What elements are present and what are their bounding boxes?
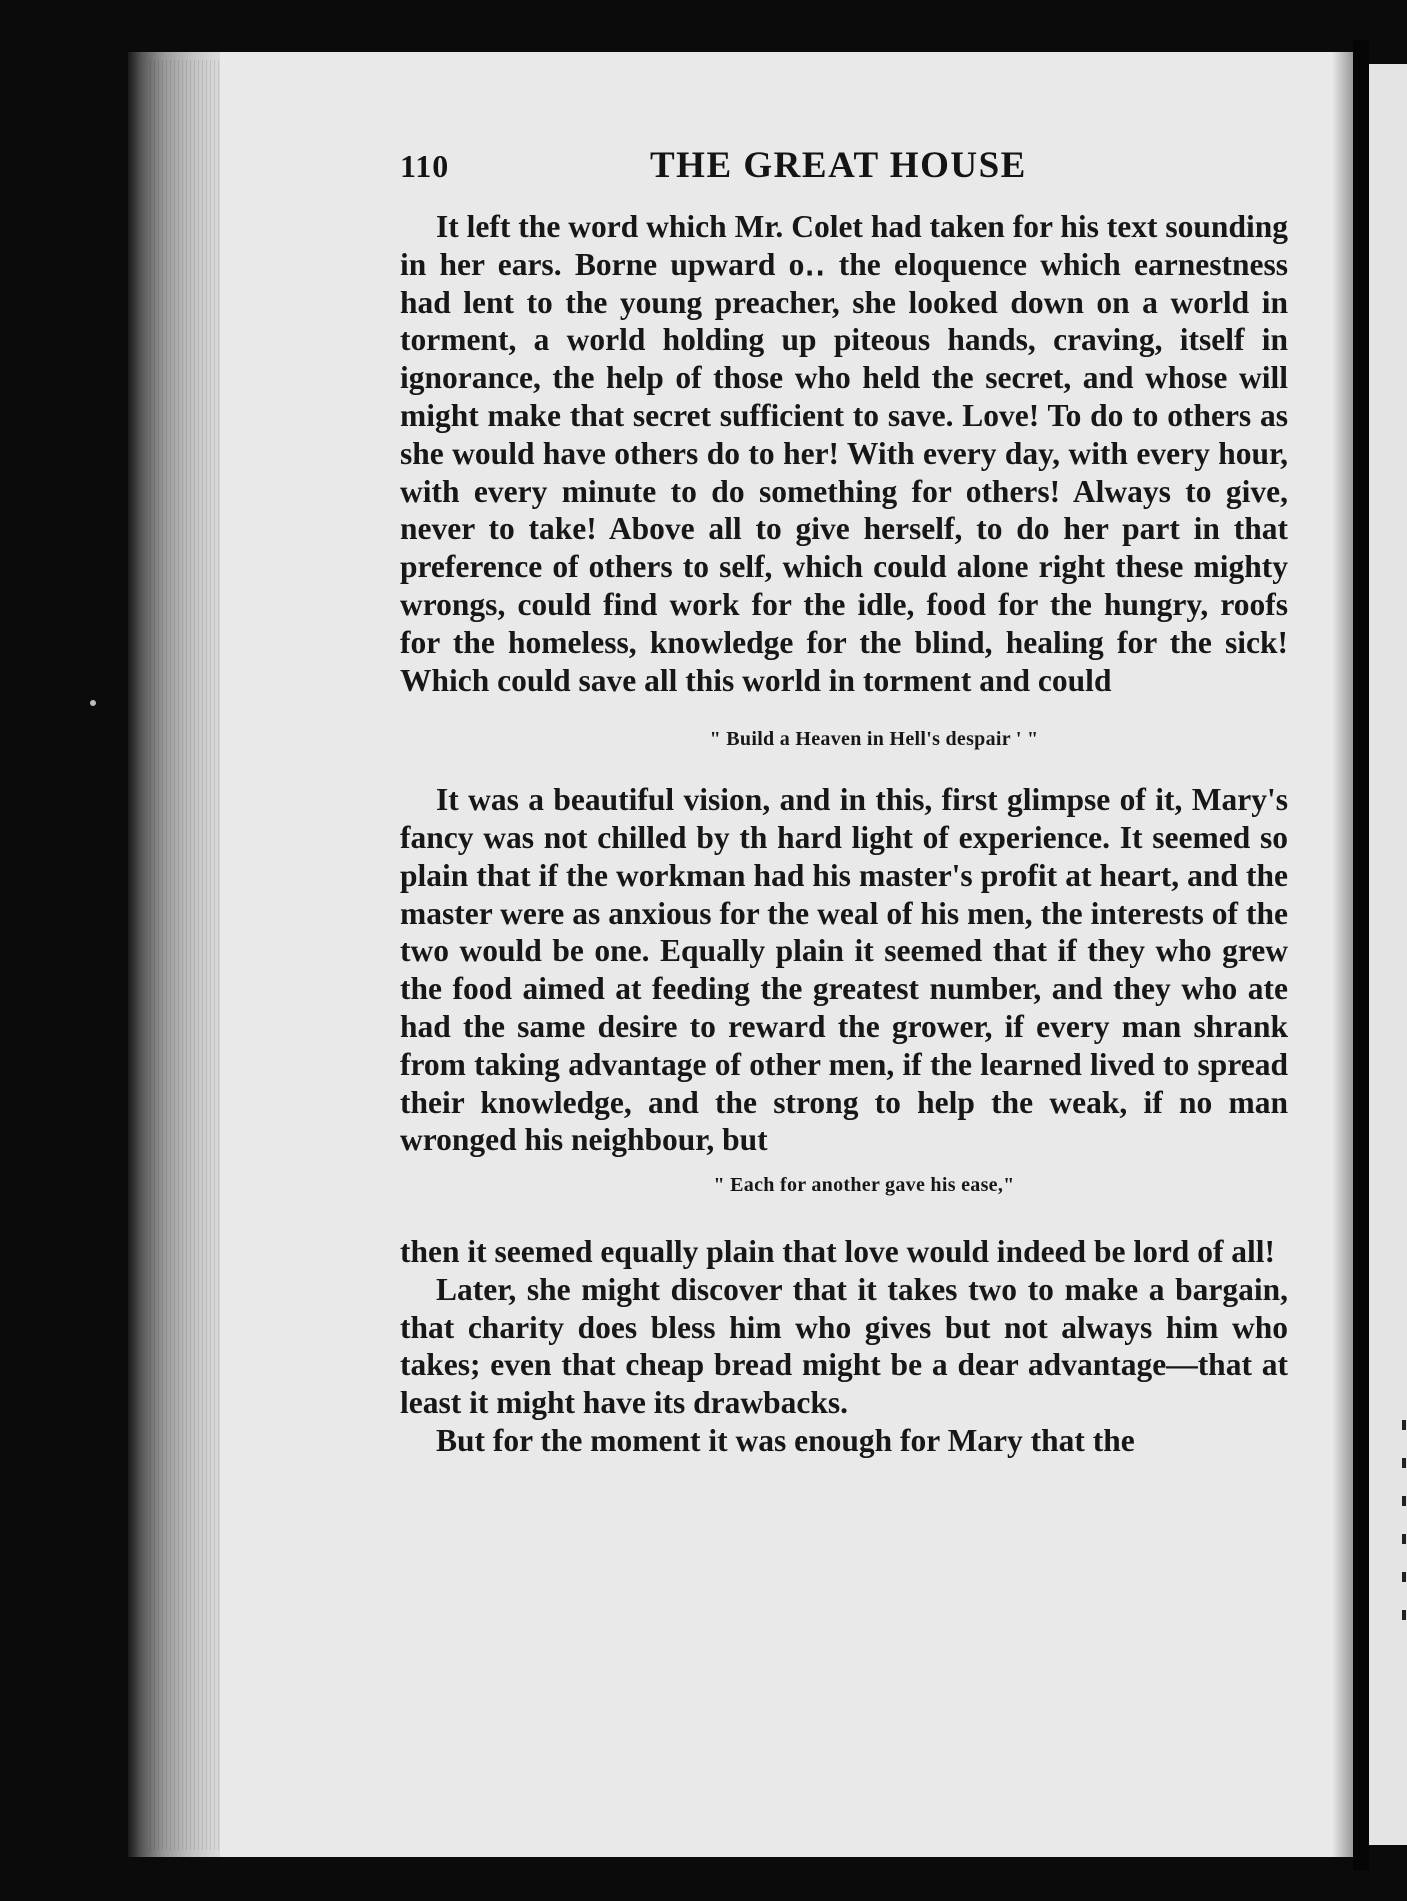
paragraph-5: But for the moment it was enough for Mary that the [436,1422,1135,1458]
gutter-gap [1353,40,1369,1870]
page-header [400,144,1290,194]
scan-speck [90,700,96,706]
page-body [400,208,1288,1460]
page-stack-lines [150,60,220,1850]
paragraph-4: Later, she might discover that it takes two to make a bargain, that charity does bless him who gives but not always him who takes; even that cheap bread might be a dear advantage—that at least it might have its drawbacks. [400,1271,1288,1421]
paragraph-3: then it seemed equally plain that love would indeed be lord of all! [400,1233,1276,1269]
page-number: 110 [400,148,450,184]
verse-quote-2: " Each for another gave his ease," [713,1174,1015,1197]
gutter-shadow [1332,52,1353,1857]
running-title: THE GREAT HOUSE [650,145,1027,186]
paragraph-2: It was a beautiful vision, and in this, first glimpse of it, Mary's fancy was not chilled by th hard light of experience. It seemed so plain that if the workman had his master's profit at heart, and the master were as anxious for the weal of his men, the interests of the two would be one. Equally plain it seemed that if they who grew the food aimed at feeding the greatest number, and they who ate had the same desire to reward the grower, if every man shrank from taking advantage of other men, if the learned lived to spread their knowledge, and the strong to help the weak, if no man wronged his neighbour, but [400,782,1288,1158]
facing-page-text-marks [1402,1420,1406,1640]
paragraph-1: It left the word which Mr. Colet had taken for his text sounding in her ears. Borne upward o‥ the eloquence which earnestness had lent to the young preacher, she looked down on a world in torment, a world holding up piteous hands, craving, itself in ignorance, the help of those who held the secret, and whose will might make that secret sufficient to save. Love! To do to others as she would have others do to her! With every day, with every hour, with every minute to do something for others! Always to give, never to take! Above all to give herself, to do her part in that preference of others to self, which could alone right these mighty wrongs, could find work for the idle, food for the hungry, roofs for the homeless, knowledge for the blind, healing for the sick! Which could save all this world in torment and could [400,209,1288,698]
verse-quote-1: " Build a Heaven in Hell's despair ' " [709,728,1039,751]
